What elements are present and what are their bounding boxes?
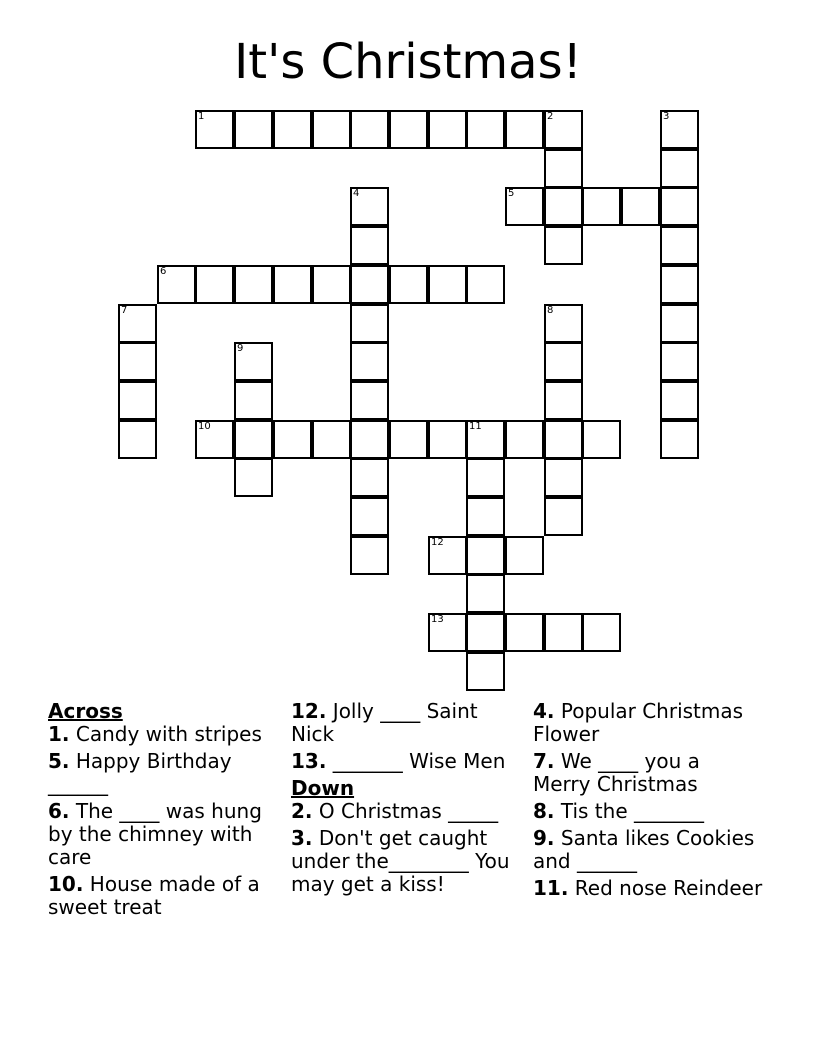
clue-number: 7	[121, 305, 128, 316]
grid-cell[interactable]	[312, 265, 351, 304]
grid-cell[interactable]	[273, 420, 312, 459]
grid-cell[interactable]	[544, 149, 583, 188]
grid-cell[interactable]	[505, 110, 544, 149]
clue-down-4: 4. Popular Christmas Flower	[533, 699, 744, 746]
clue-number: 2	[547, 111, 554, 122]
clue-down-3: 3. Don't get caught under the________ You may get a kiss!	[291, 826, 510, 896]
grid-cell[interactable]	[505, 536, 544, 575]
grid-cell[interactable]	[660, 420, 699, 459]
clue-down-2: 2. O Christmas _____	[291, 799, 499, 823]
grid-cell[interactable]	[118, 304, 157, 343]
clue-number: 9	[237, 343, 244, 354]
grid-cell[interactable]	[544, 110, 583, 149]
grid-cell[interactable]	[544, 226, 583, 265]
grid-cell[interactable]	[544, 304, 583, 343]
grid-cell[interactable]	[428, 110, 467, 149]
grid-cell[interactable]	[466, 574, 505, 613]
grid-cell[interactable]	[350, 536, 389, 575]
clue-across-1: 1. Candy with stripes	[48, 722, 262, 746]
grid-cell[interactable]	[428, 613, 467, 652]
clues-column-2	[291, 700, 516, 900]
grid-cell[interactable]	[389, 265, 428, 304]
clue-number: 12	[431, 537, 444, 548]
grid-cell[interactable]	[582, 420, 621, 459]
grid-cell[interactable]	[544, 497, 583, 536]
clue-number: 1	[198, 111, 205, 122]
grid-cell[interactable]	[544, 187, 583, 226]
grid-cell[interactable]	[350, 110, 389, 149]
grid-cell[interactable]	[428, 265, 467, 304]
clue-number: 10	[198, 421, 211, 432]
grid-cell[interactable]	[273, 110, 312, 149]
grid-cell[interactable]	[234, 458, 273, 497]
grid-cell[interactable]	[544, 381, 583, 420]
grid-cell[interactable]	[582, 613, 621, 652]
grid-cell[interactable]	[350, 497, 389, 536]
grid-cell[interactable]	[118, 420, 157, 459]
grid-cell[interactable]	[312, 110, 351, 149]
clue-down-11: 11. Red nose Reindeer	[533, 876, 763, 900]
clue-across-10: 10. House made of a sweet treat	[48, 872, 260, 919]
clue-down-8: 8. Tis the _______	[533, 799, 704, 823]
grid-cell[interactable]	[195, 420, 234, 459]
grid-cell[interactable]	[544, 613, 583, 652]
grid-cell[interactable]	[350, 187, 389, 226]
clue-down-9: 9. Santa likes Cookies and ______	[533, 826, 755, 873]
clue-number: 6	[160, 266, 167, 277]
grid-cell[interactable]	[544, 342, 583, 381]
grid-cell[interactable]	[582, 187, 621, 226]
page-title: It's Christmas!	[234, 34, 582, 90]
down-heading: Down	[291, 776, 355, 800]
grid-cell[interactable]	[660, 226, 699, 265]
grid-cell[interactable]	[234, 342, 273, 381]
grid-cell[interactable]	[428, 420, 467, 459]
grid-cell[interactable]	[621, 187, 660, 226]
grid-cell[interactable]	[118, 342, 157, 381]
grid-cell[interactable]	[428, 536, 467, 575]
grid-cell[interactable]	[350, 265, 389, 304]
grid-cell[interactable]	[118, 381, 157, 420]
clue-number: 5	[508, 188, 515, 199]
clue-number: 3	[663, 111, 670, 122]
clue-number: 4	[353, 188, 360, 199]
grid-cell[interactable]	[505, 187, 544, 226]
grid-cell[interactable]	[234, 265, 273, 304]
grid-cell[interactable]	[466, 497, 505, 536]
clue-number: 11	[469, 421, 482, 432]
clue-across-5: 5. Happy Birthday ______	[48, 749, 232, 796]
grid-cell[interactable]	[466, 458, 505, 497]
grid-cell[interactable]	[350, 458, 389, 497]
clue-number: 8	[547, 305, 554, 316]
grid-cell[interactable]	[350, 226, 389, 265]
grid-cell[interactable]	[195, 265, 234, 304]
grid-cell[interactable]	[350, 304, 389, 343]
grid-cell[interactable]	[389, 110, 428, 149]
grid-cell[interactable]	[389, 420, 428, 459]
grid-cell[interactable]	[660, 381, 699, 420]
clue-down-7: 7. We ____ you a Merry Christmas	[533, 749, 700, 796]
grid-cell[interactable]	[234, 381, 273, 420]
grid-cell[interactable]	[660, 149, 699, 188]
grid-cell[interactable]	[544, 420, 583, 459]
grid-cell[interactable]	[234, 420, 273, 459]
grid-cell[interactable]	[273, 265, 312, 304]
grid-cell[interactable]	[466, 652, 505, 691]
clues-column-1	[48, 700, 273, 923]
grid-cell[interactable]	[350, 381, 389, 420]
grid-cell[interactable]	[505, 420, 544, 459]
clues-column-3	[533, 700, 763, 904]
grid-cell[interactable]	[195, 110, 234, 149]
across-heading: Across	[48, 699, 123, 723]
grid-cell[interactable]	[660, 304, 699, 343]
clue-across-6: 6. The ____ was hung by the chimney with care	[48, 799, 262, 869]
grid-cell[interactable]	[466, 613, 505, 652]
clue-number: 13	[431, 614, 444, 625]
grid-cell[interactable]	[466, 110, 505, 149]
grid-cell[interactable]	[466, 265, 505, 304]
grid-cell[interactable]	[660, 265, 699, 304]
grid-cell[interactable]	[234, 110, 273, 149]
grid-cell[interactable]	[466, 420, 505, 459]
grid-cell[interactable]	[350, 420, 389, 459]
grid-cell[interactable]	[660, 342, 699, 381]
grid-cell[interactable]	[505, 613, 544, 652]
clue-across-13: 13. _______ Wise Men	[291, 749, 506, 773]
grid-cell[interactable]	[660, 187, 699, 226]
grid-cell[interactable]	[157, 265, 196, 304]
grid-cell[interactable]	[350, 342, 389, 381]
clue-across-12: 12. Jolly ____ Saint Nick	[291, 699, 478, 746]
grid-cell[interactable]	[312, 420, 351, 459]
grid-cell[interactable]	[660, 110, 699, 149]
grid-cell[interactable]	[544, 458, 583, 497]
grid-cell[interactable]	[466, 536, 505, 575]
